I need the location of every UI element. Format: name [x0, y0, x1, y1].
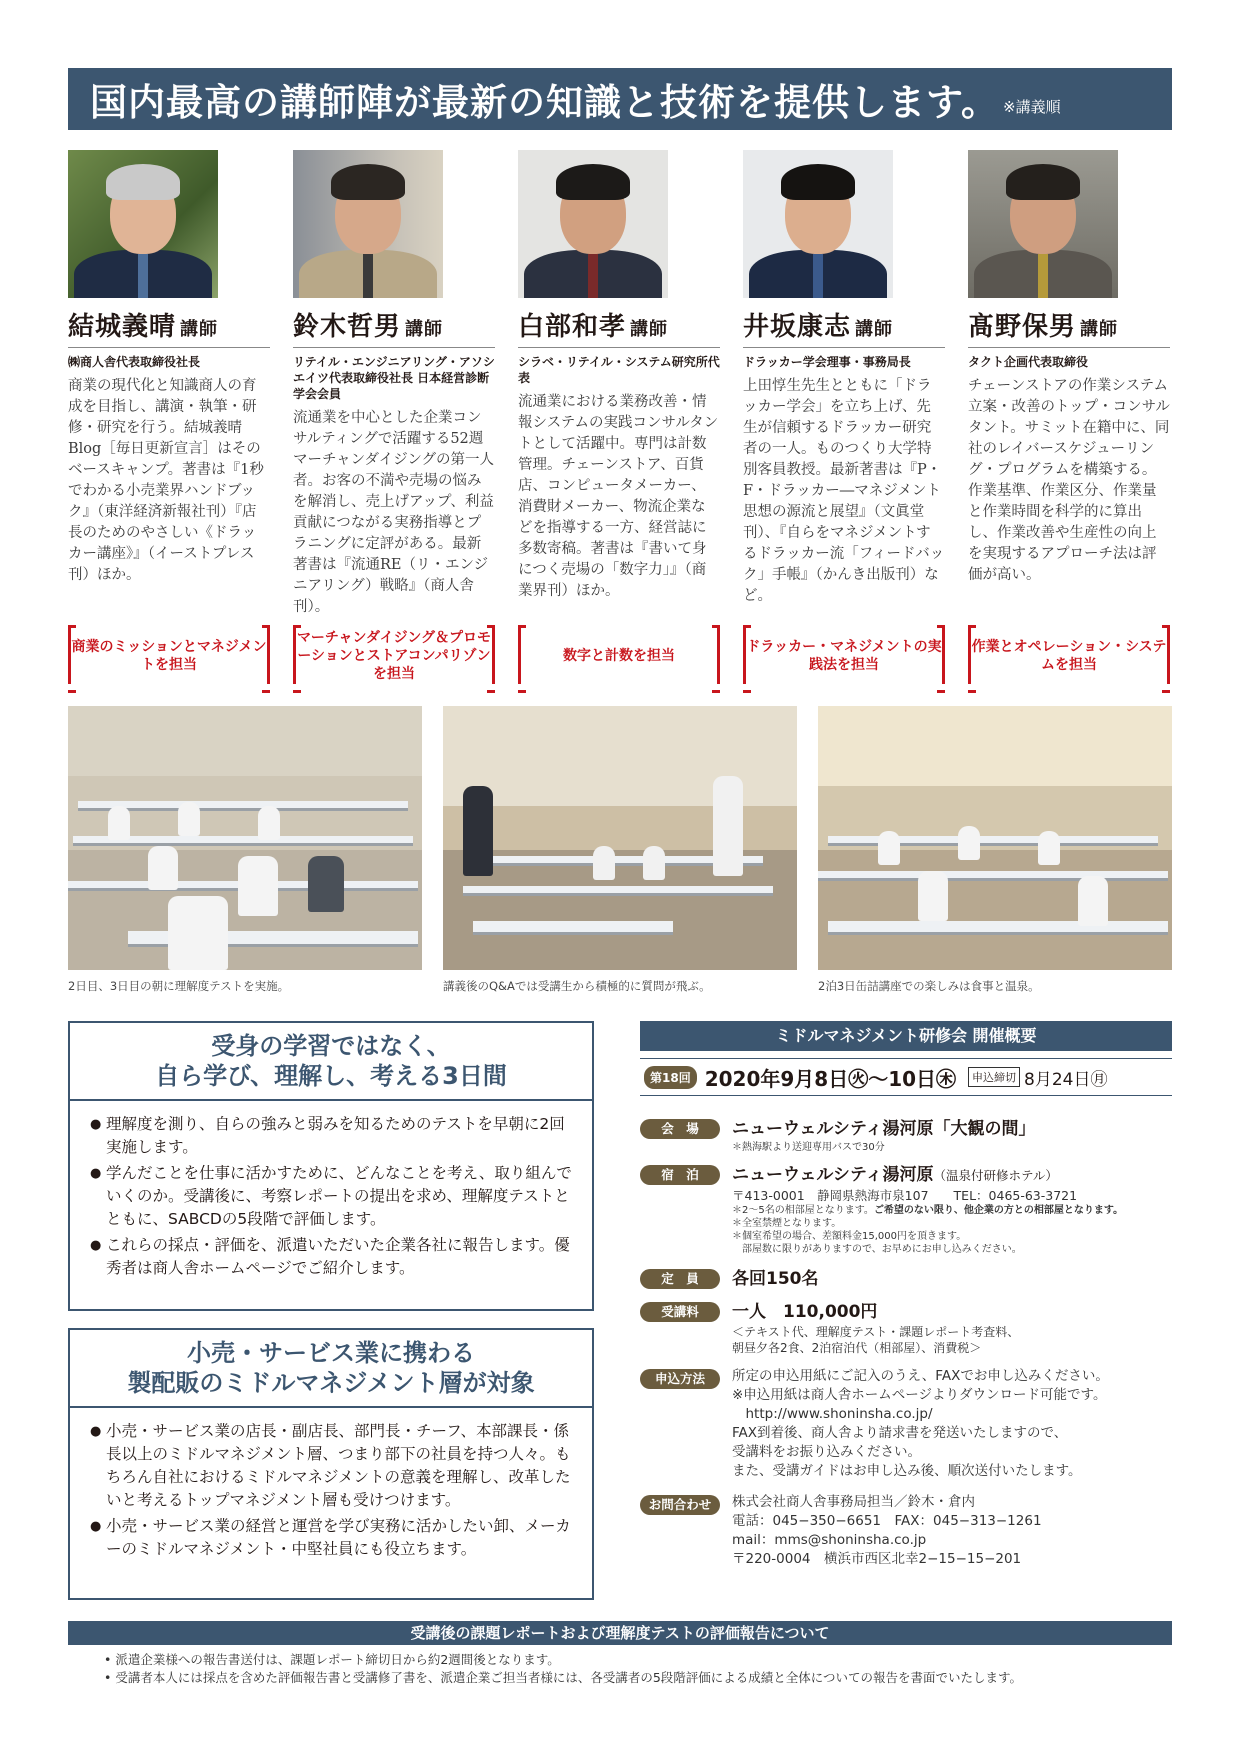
header-note: ※講義順 — [1003, 97, 1061, 116]
instructor-name: 鈴木哲男 講師 — [293, 306, 495, 348]
list-item: ● これらの採点・評価を、派遣いただいた企業各社に報告します。優秀者は商人舎ホームページでご紹介します。 — [90, 1234, 578, 1280]
fee-label: 受講料 — [640, 1302, 720, 1322]
venue-label: 会 場 — [640, 1119, 720, 1139]
header-banner — [68, 68, 1172, 130]
instructor-card — [743, 150, 945, 607]
evaluation-report-heading: 受講後の課題レポートおよび理解度テストの評価報告について — [68, 1621, 1172, 1645]
venue-row — [640, 1117, 1172, 1154]
lodging-label: 宿 泊 — [640, 1165, 720, 1185]
instructor-card — [518, 150, 720, 602]
topic-bracket: 作業とオペレーション・システムを担当 — [968, 628, 1170, 684]
topic-bracket: ドラッカー・マネジメントの実践法を担当 — [743, 628, 945, 684]
capacity-value: 各回150名 — [732, 1269, 819, 1289]
fee-value: 一人 110,000円 — [732, 1302, 878, 1322]
topic-bracket: 商業のミッションとマネジメントを担当 — [68, 628, 270, 684]
fee-row: 受講料 一人 110,000円 ＜テキスト代、理解度テスト・課題レポート考査料、 朝昼夕各2食、2泊宿泊代（相部屋）、消費税＞ — [640, 1300, 1172, 1356]
instructor-photo — [968, 150, 1118, 298]
session-badge: 第18回 — [644, 1066, 697, 1089]
instructor-card — [968, 150, 1170, 586]
instructor-card — [293, 150, 495, 618]
lodging-name: ニューウェルシティ湯河原 — [732, 1165, 934, 1185]
instructor-name: 髙野保男 講師 — [968, 306, 1170, 348]
box-list — [70, 1101, 592, 1293]
seminar-photos — [68, 706, 1172, 996]
instructor-bio: 商業の現代化と知識商人の育成を目指し、講演・執筆・研修・研究を行う。結城義晴Blog［毎日更新宣言］はそのベースキャンプ。著書は『1秒でわかる小売業界ハンドブック』（東洋経済新報社刊）『店長のためのやさしい《ドラッカー講座》』（イーストプレス刊）ほか。 — [68, 378, 264, 583]
topic-bracket: マーチャンダイジング＆プロモーションとストアコンパリゾンを担当 — [293, 628, 495, 684]
deadline-date: 8月24日㊊ — [1024, 1069, 1108, 1090]
instructor-bio: 流通業を中心とした企業コンサルティングで活躍する52週マーチャンダイジングの第一人者。お客の不満や売場の悩みを解消し、売上げアップ、利益貢献につながる実務指導とプラニングに定評がある。最新著書は『流通RE（リ・エンジニアリング）戦略』（商人舎刊）。 — [293, 410, 495, 615]
instructor-photo — [293, 150, 443, 298]
contact-email[interactable]: mail：mms@shoninsha.co.jp — [732, 1532, 927, 1548]
contact-label: お問合わせ — [640, 1495, 720, 1515]
list-item: ● 理解度を測り、自らの強みと弱みを知るためのテストを早朝に2回実施します。 — [90, 1113, 578, 1159]
seminar-photo-test — [68, 706, 422, 970]
session-dates — [640, 1058, 1172, 1096]
instructor-title: リテイル・エンジニアリング・アソシエイツ代表取締役社長 日本経営診断学会会員 — [293, 355, 495, 401]
contact-row: お問合わせ 株式会社商人舎事務局担当／鈴木・倉内 電話：045−350−6651 FAX：045−313−1261 mail：mms@shoninsha.co.jp 〒220-0004 横浜市西区北幸2−15−15−201 — [640, 1493, 1172, 1569]
target-audience-box — [68, 1328, 594, 1600]
page-title: 国内最高の講師陣が最新の知識と技術を提供します。 — [90, 81, 1000, 124]
session-date-text: 2020年9月8日㊋〜10日㊍ — [704, 1066, 957, 1091]
instructor-bio: 流通業における業務改善・情報システムの実践コンサルタントとして活躍中。専門は計数管理。チェーンストア、百貨店、コンピュータメーカー、消費財メーカー、物流企業などを指導する一方、経営誌に多数寄稿。著書は『書いて身につく売場の「数字力」』（商業界刊）ほか。 — [518, 394, 719, 599]
evaluation-report-notes — [104, 1651, 1022, 1687]
photo-caption: 講義後のQ&Aでは受講生から積極的に質問が飛ぶ。 — [443, 979, 711, 993]
list-item: ● 小売・サービス業の店長・副店長、部門長・チーフ、本部課長・係長以上のミドルマネジメント層、つまり部下の社員を持つ人々。もちろん自社におけるミドルマネジメントの意義を理解し、改革したいと考えるトップマネジメント層も受けつけます。 — [90, 1420, 578, 1512]
lodging-address: 〒413-0001 静岡県熱海市泉107 TEL：0465-63-3721 — [732, 1188, 1078, 1203]
box-heading: 受身の学習ではなく、 自ら学び、理解し、考える3日間 — [70, 1023, 592, 1101]
instructor-photo — [68, 150, 218, 298]
note-item: • 派遣企業様への報告書送付は、課題レポート締切日から約2週間後となります。 — [104, 1652, 560, 1667]
overview-heading: ミドルマネジメント研修会 開催概要 — [640, 1021, 1172, 1051]
instructor-name: 結城義晴 講師 — [68, 306, 270, 348]
instructor-name: 井坂康志 講師 — [743, 306, 945, 348]
photo-caption: 2日目、3日目の朝に理解度テストを実施。 — [68, 979, 290, 993]
deadline-badge: 申込締切 — [968, 1067, 1020, 1087]
capacity-row — [640, 1267, 1172, 1291]
seminar-photo-dinner — [818, 706, 1172, 970]
topic-bracket: 数字と計数を担当 — [518, 628, 720, 684]
instructor-title: ㈱商人舎代表取締役社長 — [68, 355, 201, 369]
learning-style-box — [68, 1021, 594, 1311]
note-item: • 受講者本人には採点を含めた評価報告書と受講修了書を、派遣企業ご担当者様には、各受講者の5段階評価による成績と全体についての報告を書面でいたします。 — [104, 1670, 1023, 1685]
instructor-title: ドラッカー学会理事・事務局長 — [743, 355, 911, 369]
list-item: ● 小売・サービス業の経営と運営を学び実務に活かしたい卸、メーカーのミドルマネジメント・中堅社員にも役立ちます。 — [90, 1515, 578, 1561]
venue-name: ニューウェルシティ湯河原「大観の間」 — [732, 1119, 1036, 1139]
apply-row: 申込方法 所定の申込用紙にご記入のうえ、FAXでお申し込みください。 ※申込用紙は商人舎ホームページよりダウンロード可能です。 http://www.shoninsha.co.jp/ FAX到着後、商人舎より請求書を発送いたしますので、 受講料をお振り込みください。 また、受講ガイドはお申し込み後、順次送付いたします。 — [640, 1367, 1172, 1481]
instructor-bio: 上田惇生先生とともに「ドラッカー学会」を立ち上げ、先生が信頼するドラッカー研究者の一人。ものつくり大学特別客員教授。最新著書は『P・F・ドラッカー―マネジメント思想の源流と展望』（文眞堂刊）、『自らをマネジメントするドラッカー流「フィードバック」手帳』（かんき出版刊）など。 — [743, 378, 945, 604]
list-item: ● 学んだことを仕事に活かすために、どんなことを考え、取り組んでいくのか。受講後に、考察レポートの提出を求め、理解度テストとともに、SABCDの5段階で評価します。 — [90, 1162, 578, 1231]
instructors-section — [68, 150, 1172, 680]
instructor-bio: チェーンストアの作業システム立案・改善のトップ・コンサルタント。サミット在籍中に、同社のレイバースケジューリング・プログラムを構築する。作業基準、作業区分、作業量と作業時間を科学的に算出し、作業改善や生産性の向上を実現するアプローチ法は評価が高い。 — [968, 378, 1170, 583]
photo-caption: 2泊3日缶詰講座での楽しみは食事と温泉。 — [818, 979, 1040, 993]
venue-note: ＊熱海駅より送迎専用バスで30分 — [732, 1142, 885, 1153]
capacity-label: 定 員 — [640, 1269, 720, 1289]
instructor-title: シラベ・リテイル・システム研究所代表 — [518, 355, 720, 385]
instructor-card — [68, 150, 270, 586]
box-heading: 小売・サービス業に携わる 製配販のミドルマネジメント層が対象 — [70, 1330, 592, 1408]
instructor-photo — [743, 150, 893, 298]
seminar-photo-qa — [443, 706, 797, 970]
lodging-row: 宿 泊 ニューウェルシティ湯河原（温泉付研修ホテル） 〒413-0001 静岡県熱海市泉107 TEL：0465-63-3721 ＊2〜5名の相部屋となります。ご希望のない限り、他企業の方との相部屋となります。 ＊全室禁煙となります。 ＊個室希望の場合、差額料金15,000円を頂きます。 部屋数に限りがありますので、お早めにお申し込みください。 — [640, 1163, 1172, 1256]
instructor-name: 白部和孝 講師 — [518, 306, 720, 348]
instructor-title: タクト企画代表取締役 — [968, 355, 1089, 369]
apply-label: 申込方法 — [640, 1369, 720, 1389]
instructor-photo — [518, 150, 668, 298]
box-list — [70, 1408, 592, 1574]
website-link[interactable]: http://www.shoninsha.co.jp/ — [732, 1406, 933, 1422]
